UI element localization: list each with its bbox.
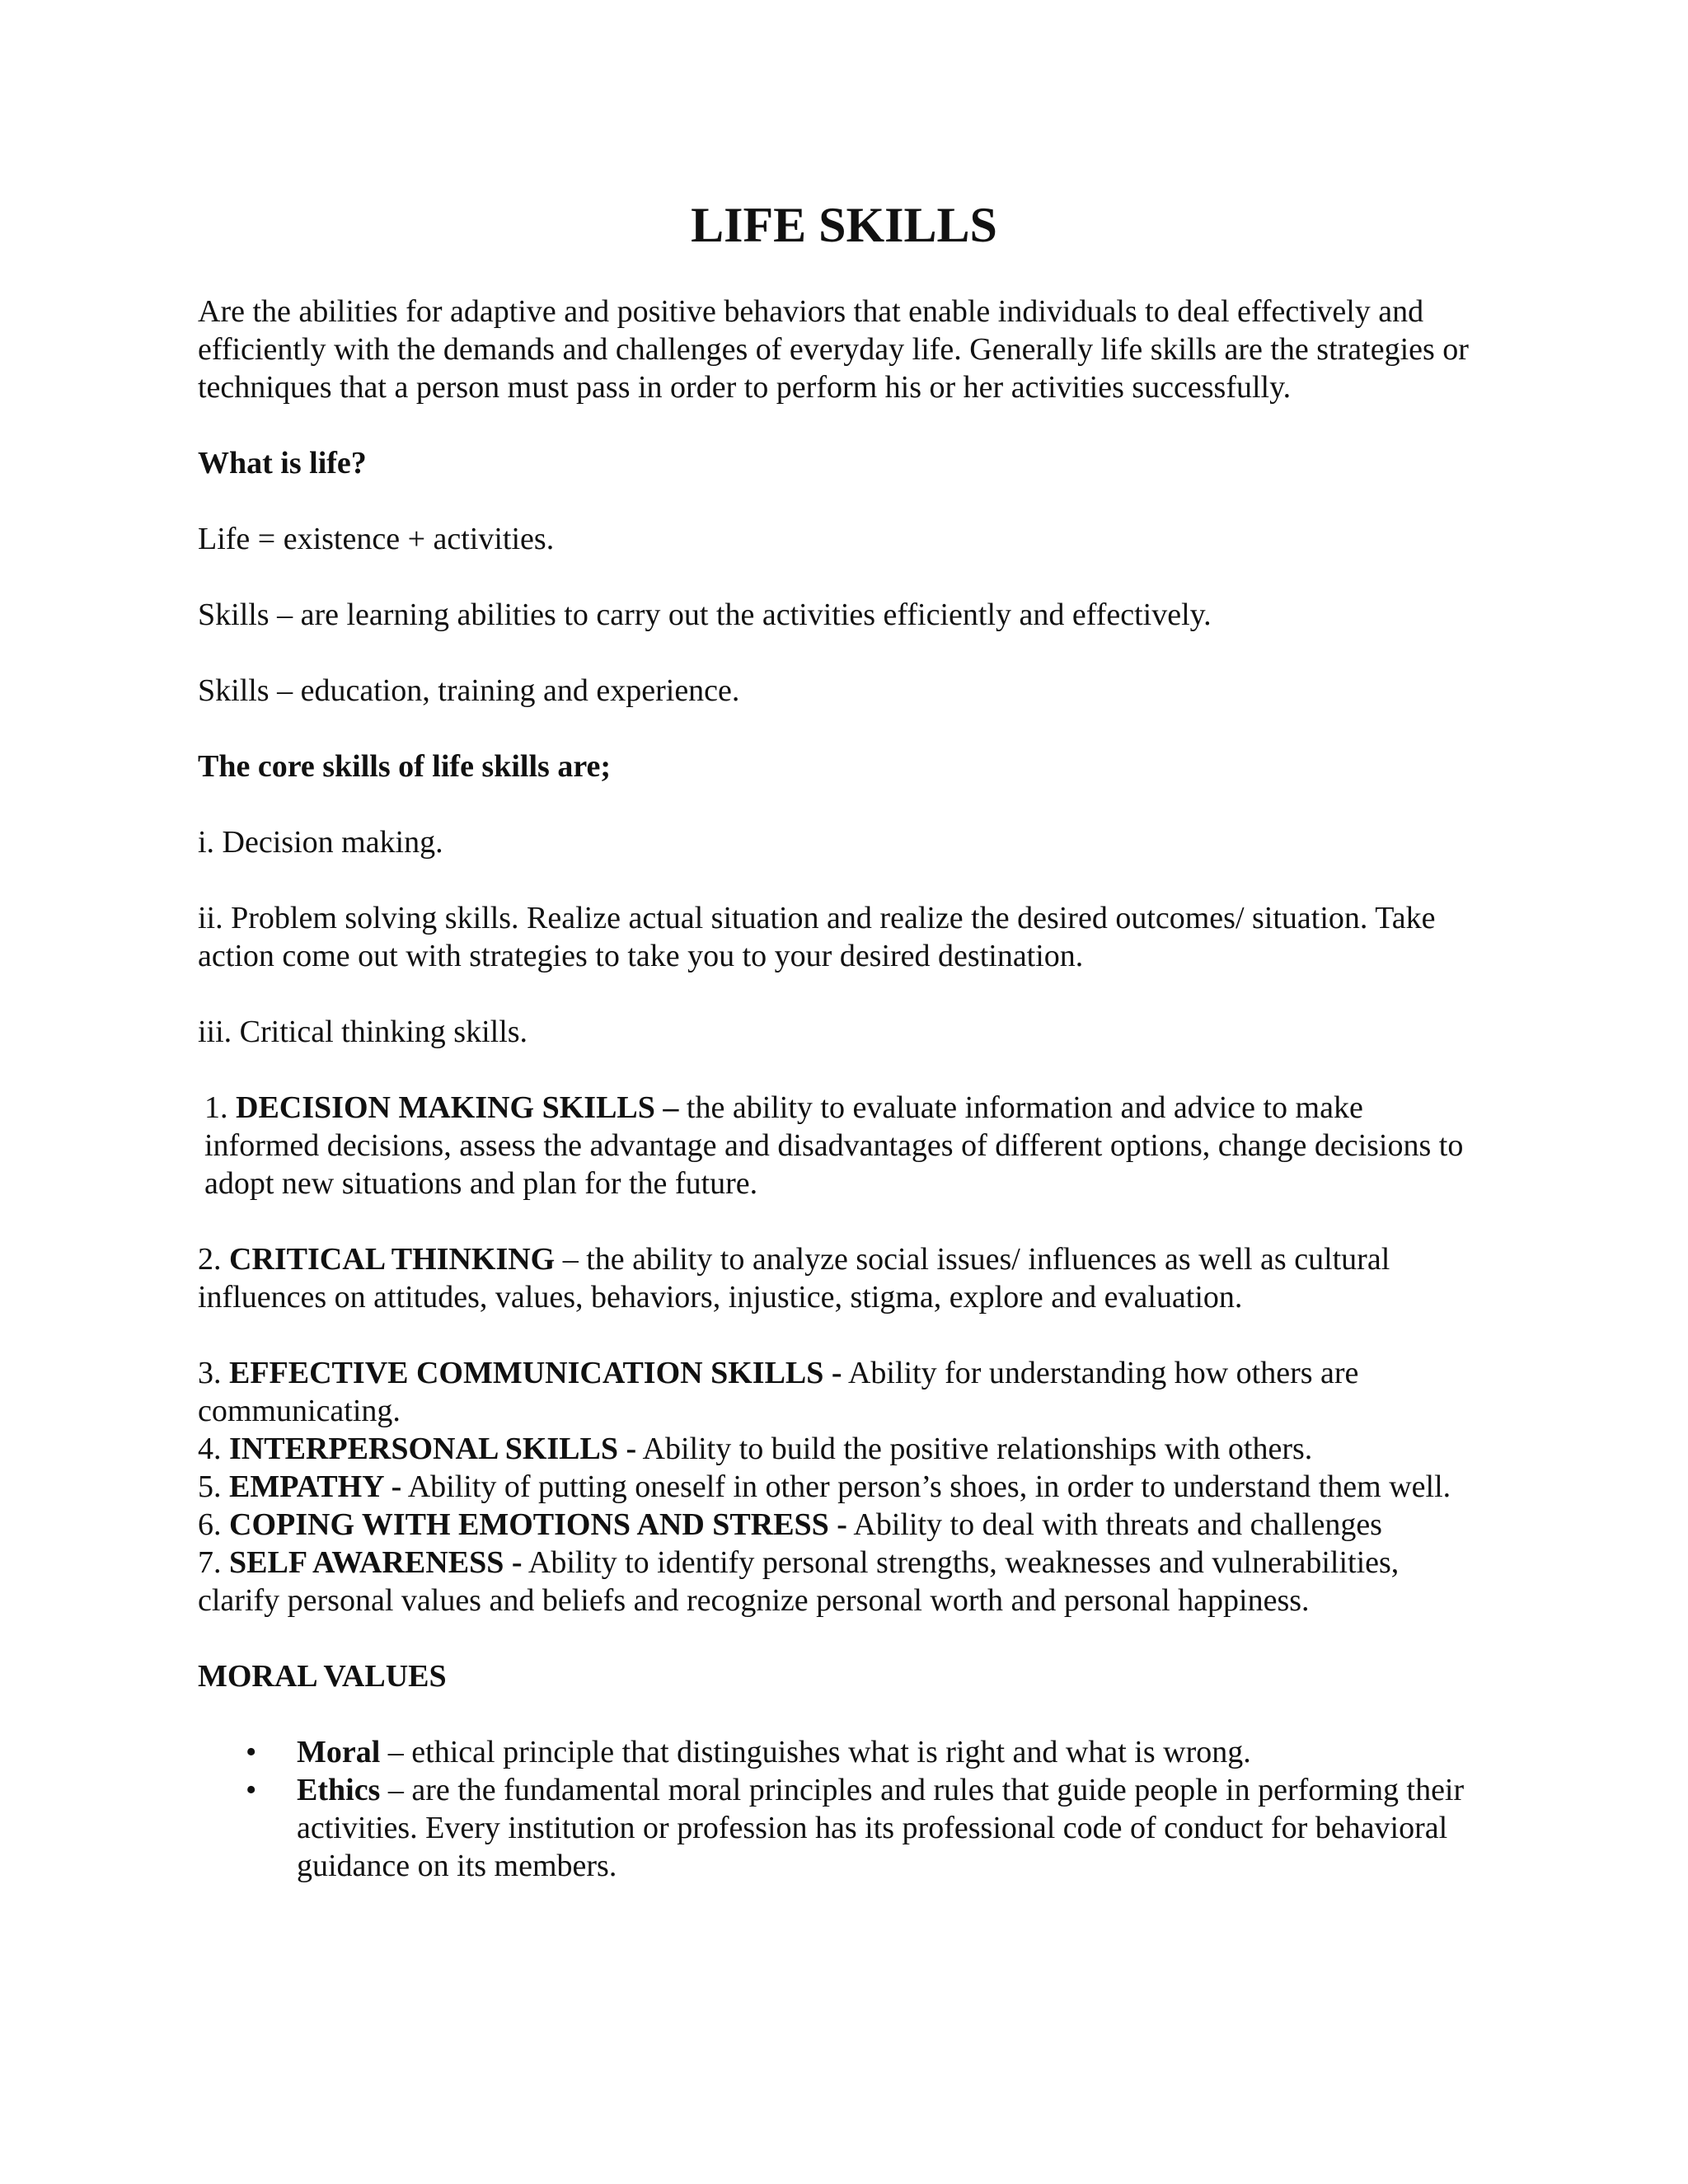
list-item: • Moral – ethical principle that distinguishes what is right and what is wrong.	[246, 1735, 1251, 1769]
skill-item: 6. COPING WITH EMOTIONS AND STRESS - Ability to deal with threats and challenges	[198, 1507, 1382, 1542]
skills-definition-2: Skills – education, training and experience.	[198, 673, 740, 708]
bullet-icon: •	[246, 1773, 257, 1807]
list-item: • Ethics – are the fundamental moral principles and rules that guide people in performing their activities. Every institution or profession has its professional code of conduct for behavioral guidance on its members.	[246, 1773, 1465, 1883]
core-skills-heading: The core skills of life skills are;	[198, 749, 612, 784]
skill-item: 2. CRITICAL THINKING – the ability to analyze social issues/ influences as well as cultural influences on attitudes, values, behaviors, injustice, stigma, explore and evaluation.	[198, 1242, 1390, 1315]
life-definition: Life = existence + activities.	[198, 522, 555, 556]
bullet-icon: •	[246, 1735, 257, 1769]
skill-item: 5. EMPATHY - Ability of putting oneself in other person’s shoes, in order to understand them well.	[198, 1469, 1451, 1504]
intro-paragraph: Are the abilities for adaptive and positive behaviors that enable individuals to deal effectively and efficiently with the demands and challenges of everyday life. Generally life skills are the strategies or techniques that a person must pass in order to perform his or her activities successfully.	[198, 294, 1469, 405]
moral-values-heading: MORAL VALUES	[198, 1659, 447, 1694]
skills-definition-1: Skills – are learning abilities to carry out the activities efficiently and effectively.	[198, 598, 1212, 632]
page-title: LIFE SKILLS	[691, 198, 997, 252]
core-item: iii. Critical thinking skills.	[198, 1015, 528, 1049]
skill-item: 4. INTERPERSONAL SKILLS - Ability to build the positive relationships with others.	[198, 1432, 1313, 1466]
core-item: i. Decision making.	[198, 825, 443, 860]
moral-values-list	[198, 1733, 1484, 1885]
document-body	[198, 293, 1484, 1885]
skill-item: 1. DECISION MAKING SKILLS – the ability to evaluate information and advice to make informed decisions, assess the advantage and disadvantages of different options, change decisions to adopt new situations and plan for the future.	[204, 1090, 1464, 1201]
what-is-life-heading: What is life?	[198, 446, 367, 480]
skill-item: 3. EFFECTIVE COMMUNICATION SKILLS - Ability for understanding how others are communicating.	[198, 1356, 1359, 1428]
core-item: ii. Problem solving skills. Realize actual situation and realize the desired outcomes/ situation. Take action come out with strategies to take you to your desired destination.	[198, 901, 1436, 973]
skill-item: 7. SELF AWARENESS - Ability to identify personal strengths, weaknesses and vulnerabilities, clarify personal values and beliefs and recognize personal worth and personal happiness.	[198, 1545, 1400, 1618]
